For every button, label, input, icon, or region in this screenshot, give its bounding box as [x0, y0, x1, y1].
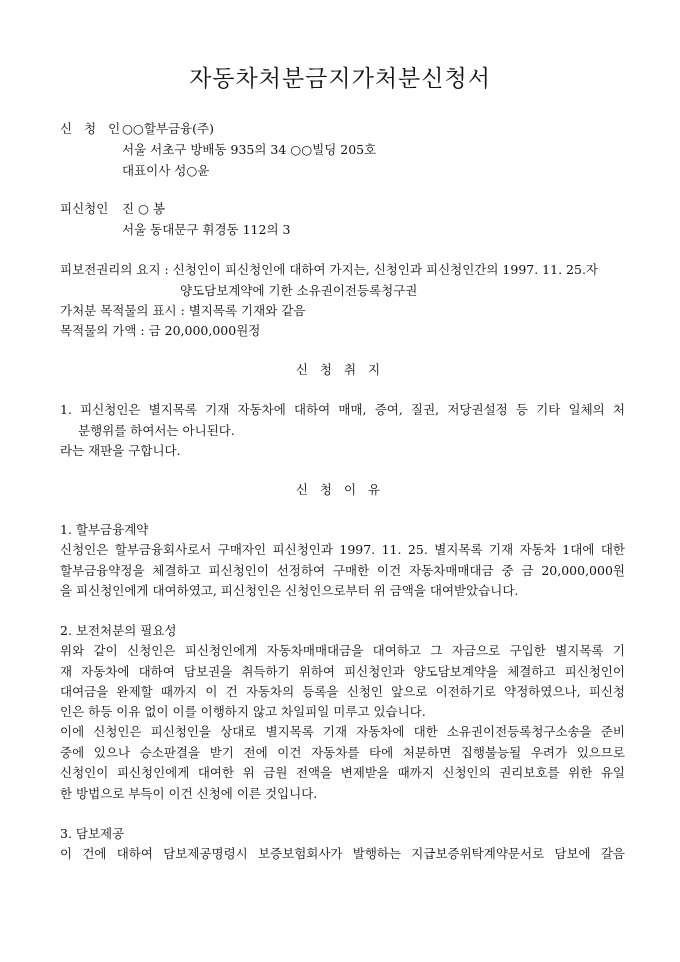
right-summary-line-2: 양도담보계약에 기한 소유권이전등록청구권	[180, 283, 418, 298]
applicant-representative: 대표이사 성○윤	[122, 163, 210, 178]
section-2-line-2: 재 자동차에 대하여 담보권을 취득하기 위하여 피신청인과 양도담보계약을 체결하고 피신청인이	[60, 664, 625, 679]
section-3-heading: 3. 담보제공	[60, 826, 125, 841]
purpose-line-2: 분행위를 하여서는 아니된다.	[78, 423, 235, 438]
section-2-line-5: 이에 신청인은 피신청인을 상대로 별지목록 기재 자동차에 대한 소유권이전등록청구소송을 준비	[60, 724, 625, 739]
reason-heading: 신 청 이 유	[295, 482, 385, 497]
section-1-line-3: 을 피신청인에게 대여하였고, 피신청인은 신청인으로부터 위 금액을 대여받았습니다.	[60, 583, 519, 598]
object-line: 가처분 목적물의 표시 : 별지목록 기재와 같음	[60, 303, 306, 318]
value-line: 목적물의 가액 : 금 20,000,000원정	[60, 323, 261, 338]
right-summary-line-1: 피보전권리의 요지 : 신청인이 피신청인에 대하여 가지는, 신청인과 피신청인간의 1997. 11. 25.자	[60, 262, 598, 277]
section-1-line-2: 할부금융약정을 체결하고 피신청인이 선정하여 구매한 이건 자동차매매대금 중 금 20,000,000원	[60, 563, 625, 578]
section-3-line-1: 이 건에 대하여 담보제공명령시 보증보험회사가 발행하는 지급보증위탁계약문서로 담보에 갈음	[60, 846, 625, 861]
section-2-line-4: 인은 하등 이유 없이 이를 이행하지 않고 차일피일 미루고 있습니다.	[60, 704, 426, 719]
section-2-line-1: 위와 같이 신청인은 피신청인에게 자동차매매대금을 대여하고 그 자금으로 구입한 별지목록 기	[60, 643, 625, 658]
respondent-name: 진 ○ 봉	[122, 201, 166, 216]
document-title: 자동차처분금지가처분신청서	[189, 66, 491, 92]
section-2-line-3: 대여금을 완제할 때까지 이 건 자동차의 등록을 신청인 앞으로 이전하기로 약정하였으나, 피신청	[60, 684, 625, 699]
respondent-label: 피신청인	[60, 201, 109, 216]
applicant-name: ○○할부금융(주)	[122, 121, 214, 136]
section-2-line-6: 중에 있으나 승소판결을 받기 전에 이건 자동차를 타에 처분하면 집행불능될 우려가 있으므로	[60, 745, 625, 760]
section-2-line-8: 한 방법으로 부득이 이건 신청에 이른 것입니다.	[60, 786, 318, 801]
section-2-line-7: 신청인이 피신청인에게 대여한 위 금원 전액을 변제받을 때까지 신청인의 권리보호를 위한 유일	[60, 765, 625, 780]
purpose-line-1: 1. 피신청인은 별지목록 기재 자동차에 대하여 매매, 증여, 질권, 저당권설정 등 기타 일체의 처	[60, 402, 625, 417]
section-2-heading: 2. 보전처분의 필요성	[60, 623, 177, 638]
respondent-address: 서울 동대문구 휘경동 112의 3	[122, 222, 291, 237]
purpose-heading: 신 청 취 지	[295, 362, 385, 377]
purpose-line-3: 라는 재판을 구합니다.	[60, 443, 181, 458]
section-1-heading: 1. 할부금융계약	[60, 522, 149, 537]
applicant-label: 신 청 인	[60, 121, 125, 136]
section-1-line-1: 신청인은 할부금융회사로서 구매자인 피신청인과 1997. 11. 25. 별지목록 기재 자동차 1대에 대한	[60, 542, 625, 557]
applicant-address: 서울 서초구 방배동 935의 34 ○○빌딩 205호	[122, 142, 377, 157]
